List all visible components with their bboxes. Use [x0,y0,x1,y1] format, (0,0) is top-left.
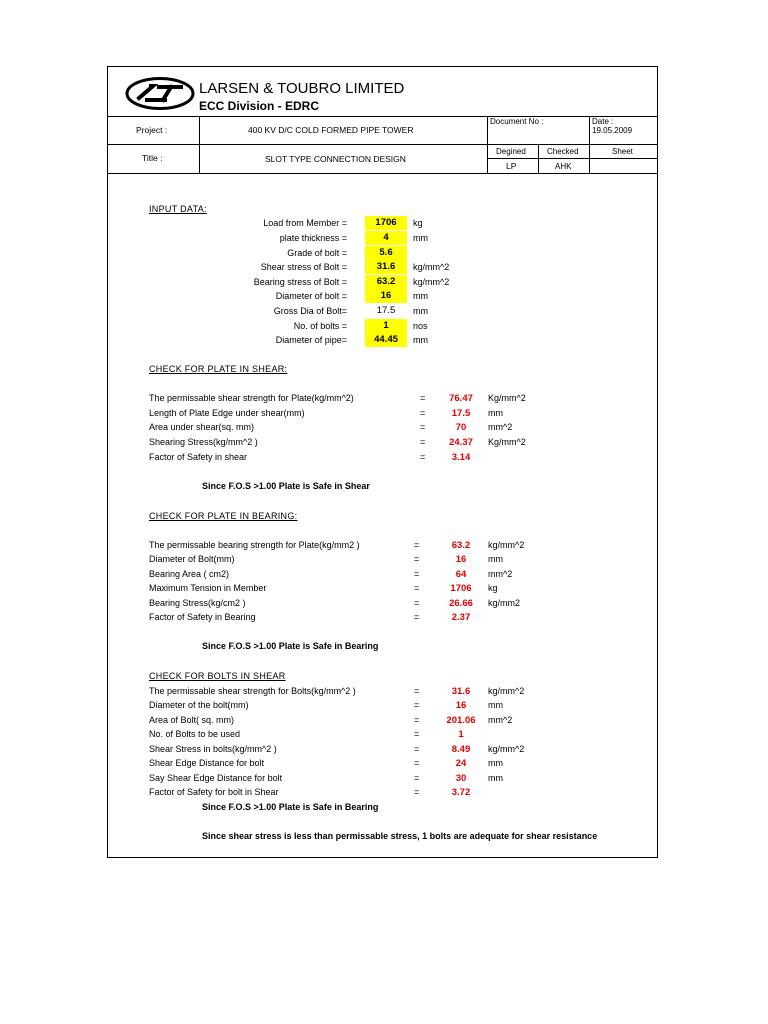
row-unit: mm [488,408,503,418]
input-value-no-of-bolts[interactable]: 1 [365,319,407,333]
row-value: 63.2 [451,540,471,551]
row-value: 3.72 [451,787,471,798]
row-label: No. of Bolts to be used [149,729,241,739]
equals-sign: = [420,437,426,447]
input-value-pipe-diameter[interactable]: 44.45 [365,333,407,347]
input-unit: kg/mm^2 [413,262,450,272]
header-divider [487,158,658,159]
title-value: SLOT TYPE CONNECTION DESIGN [265,154,406,164]
row-unit: mm^2 [488,715,513,725]
bolt-shear-conclusion: Since F.O.S >1.00 Plate is Safe in Bearing [202,802,379,812]
row-label: Area of Bolt( sq. mm) [149,715,235,725]
row-unit: mm^2 [488,569,513,579]
row-unit: mm [488,700,503,710]
row-value: 26.66 [449,598,473,609]
row-label: Factor of Safety for bolt in Shear [149,787,279,797]
project-value: 400 KV D/C COLD FORMED PIPE TOWER [248,125,414,135]
row-label: Factor of Safety in Bearing [149,612,256,622]
plate-shear-conclusion: Since F.O.S >1.00 Plate is Safe in Shear [202,481,370,491]
bolt-shear-heading: CHECK FOR BOLTS IN SHEAR [149,671,286,681]
row-label: Factor of Safety in shear [149,452,248,462]
row-label: Bearing Stress(kg/cm2 ) [149,598,246,608]
designed-label: Degined [496,147,526,156]
row-label: Diameter of Bolt(mm) [149,554,235,564]
row-value: 17.5 [451,408,471,419]
input-value-gross-dia: 17.5 [376,305,396,316]
row-label: The permissable shear strength for Plate(kg/mm^2) [149,393,354,403]
row-value: 201.06 [446,715,476,726]
input-label: Diameter of pipe= [275,335,347,345]
date-label: Date : [592,117,614,126]
input-unit: mm [413,335,428,345]
header-divider [107,173,658,174]
row-label: Say Shear Edge Distance for bolt [149,773,283,783]
input-value-shear-stress[interactable]: 31.6 [365,260,407,274]
equals-sign: = [420,452,426,462]
row-label: Maximum Tension in Member [149,583,267,593]
input-value-bearing-stress[interactable]: 63.2 [365,275,407,289]
checked-value: AHK [555,162,572,171]
plate-bearing-conclusion: Since F.O.S >1.00 Plate is Safe in Bearing [202,641,379,651]
row-unit: kg/mm^2 [488,744,525,754]
document-no-label: Document No : [490,117,544,126]
equals-sign: = [414,598,420,608]
equals-sign: = [414,700,420,710]
project-label: Project : [136,125,168,135]
input-data-heading: INPUT DATA: [149,204,207,214]
input-label: plate thickness = [279,233,347,243]
header-divider [107,116,658,117]
header-divider [107,144,658,145]
header-divider [487,116,488,173]
checked-label: Checked [547,147,579,156]
equals-sign: = [414,583,420,593]
equals-sign: = [420,393,426,403]
input-unit: mm [413,306,428,316]
row-unit: kg/mm2 [488,598,521,608]
date-value: 19.05.2009 [592,126,633,135]
final-note: Since shear stress is less than permissable stress, 1 bolts are adequate for shear resistance [202,831,598,841]
row-label: Area under shear(sq. mm) [149,422,255,432]
row-label: Shear Stress in bolts(kg/mm^2 ) [149,744,277,754]
row-label: The permissable shear strength for Bolts(kg/mm^2 ) [149,686,356,696]
input-label: Bearing stress of Bolt = [253,277,347,287]
equals-sign: = [414,773,420,783]
row-unit: kg/mm^2 [488,540,525,550]
row-label: The permissable bearing strength for Plate(kg/mm2 ) [149,540,360,550]
header-divider [199,116,200,173]
row-label: Shear Edge Distance for bolt [149,758,265,768]
calculation-sheet [107,66,658,858]
equals-sign: = [414,686,420,696]
row-value: 2.37 [451,612,471,623]
input-label: Gross Dia of Bolt= [273,306,347,316]
input-label: No. of bolts = [293,321,347,331]
row-value: 3.14 [451,452,471,463]
row-unit: mm [488,773,503,783]
row-unit: mm [488,554,503,564]
equals-sign: = [414,540,420,550]
row-value: 16 [455,700,467,711]
row-label: Length of Plate Edge under shear(mm) [149,408,305,418]
row-label: Bearing Area ( cm2) [149,569,230,579]
company-name: LARSEN & TOUBRO LIMITED [199,80,405,97]
input-value-bolt-grade[interactable]: 5.6 [365,246,407,260]
row-value: 76.47 [449,393,473,404]
designed-value: LP [506,161,517,171]
row-value: 8.49 [451,744,471,755]
row-value: 30 [455,773,467,784]
row-label: Shearing Stress(kg/mm^2 ) [149,437,258,447]
equals-sign: = [414,744,420,754]
row-unit: Kg/mm^2 [488,437,526,447]
plate-bearing-heading: CHECK FOR PLATE IN BEARING: [149,511,298,521]
input-label: Diameter of bolt = [275,291,347,301]
equals-sign: = [414,554,420,564]
row-value: 1 [458,729,464,740]
input-unit: mm [413,233,428,243]
row-value: 64 [455,569,467,580]
equals-sign: = [414,758,420,768]
input-unit: nos [413,321,428,331]
header-divider [589,116,590,173]
sheet-label: Sheet [612,147,633,156]
row-value: 31.6 [451,686,471,697]
equals-sign: = [420,408,426,418]
row-value: 16 [455,554,467,565]
plate-shear-heading: CHECK FOR PLATE IN SHEAR: [149,364,288,374]
equals-sign: = [414,715,420,725]
input-value-bolt-diameter[interactable]: 16 [365,289,407,303]
row-unit: Kg/mm^2 [488,393,526,403]
input-unit: kg [413,218,423,228]
row-unit: mm^2 [488,422,513,432]
row-value: 24.37 [449,437,473,448]
row-unit: kg/mm^2 [488,686,525,696]
division-name: ECC Division - EDRC [199,99,320,113]
input-unit: mm [413,291,428,301]
header-divider [538,144,539,173]
input-label: Grade of bolt = [287,248,347,258]
input-value-load[interactable]: 1706 [365,216,407,230]
equals-sign: = [414,787,420,797]
row-unit: kg [488,583,498,593]
input-label: Load from Member = [263,218,347,228]
input-unit: kg/mm^2 [413,277,450,287]
row-value: 70 [455,422,467,433]
row-unit: mm [488,758,503,768]
row-value: 24 [455,758,467,769]
title-label: Title : [142,153,163,163]
equals-sign: = [414,569,420,579]
equals-sign: = [420,422,426,432]
row-label: Diameter of the bolt(mm) [149,700,249,710]
row-value: 1706 [450,583,472,594]
input-value-plate-thickness[interactable]: 4 [365,231,407,245]
lt-logo-icon [125,76,195,111]
equals-sign: = [414,612,420,622]
equals-sign: = [414,729,420,739]
input-label: Shear stress of Bolt = [260,262,347,272]
